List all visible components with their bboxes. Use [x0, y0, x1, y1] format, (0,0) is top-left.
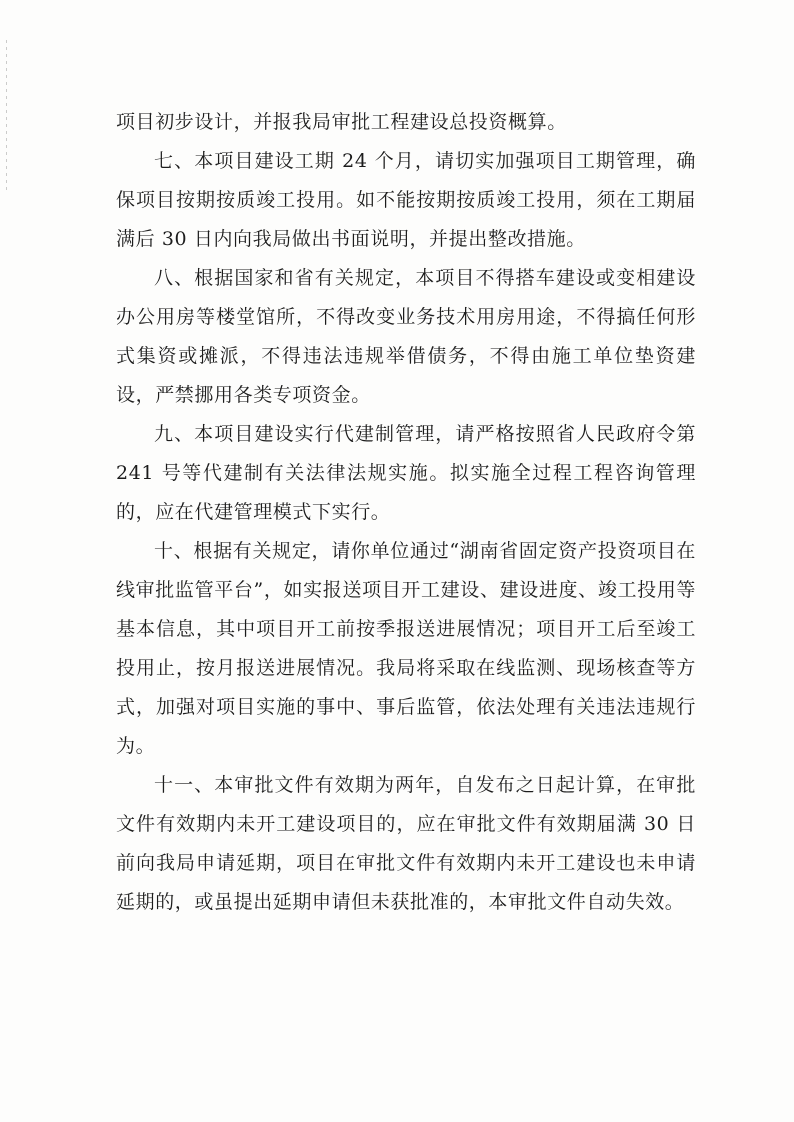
paragraph-item-11: 十一、本审批文件有效期为两年，自发布之日起计算，在审批文件有效期内未开工建设项目的，应在审批文件有效期届满 30 日前向我局申请延期，项目在审批文件有效期内未开工建设也未申请延期的，或虽提出延期申请但未获批准的，本审批文件自动失效。 — [116, 774, 696, 913]
document-body — [116, 103, 696, 922]
paragraph-item-8: 八、根据国家和省有关规定，本项目不得搭车建设或变相建设办公用房等楼堂馆所，不得改变业务技术用房用途，不得搞任何形式集资或摊派，不得违法违规举借债务，不得由施工单位垫资建设，严禁挪用各类专项资金。 — [116, 267, 696, 406]
binding-edge-mark — [6, 40, 7, 190]
paragraph-item-10: 十、根据有关规定，请你单位通过“湖南省固定资产投资项目在线审批监管平台”，如实报送项目开工建设、建设进度、竣工投用等基本信息，其中项目开工前按季报送进展情况；项目开工后至竣工投用止，按月报送进展情况。我局将采取在线监测、现场核查等方式，加强对项目实施的事中、事后监管，依法处理有关违法违规行为。 — [116, 540, 696, 757]
paragraph-continuation: 项目初步设计，并报我局审批工程建设总投资概算。 — [116, 111, 567, 133]
paragraph-item-7: 七、本项目建设工期 24 个月，请切实加强项目工期管理，确保项目按期按质竣工投用。如不能按期按质竣工投用，须在工期届满后 30 日内向我局做出书面说明，并提出整改措施。 — [116, 150, 696, 250]
paragraph-item-9: 九、本项目建设实行代建制管理，请严格按照省人民政府令第 241 号等代建制有关法律法规实施。拟实施全过程工程咨询管理的，应在代建管理模式下实行。 — [116, 423, 696, 523]
